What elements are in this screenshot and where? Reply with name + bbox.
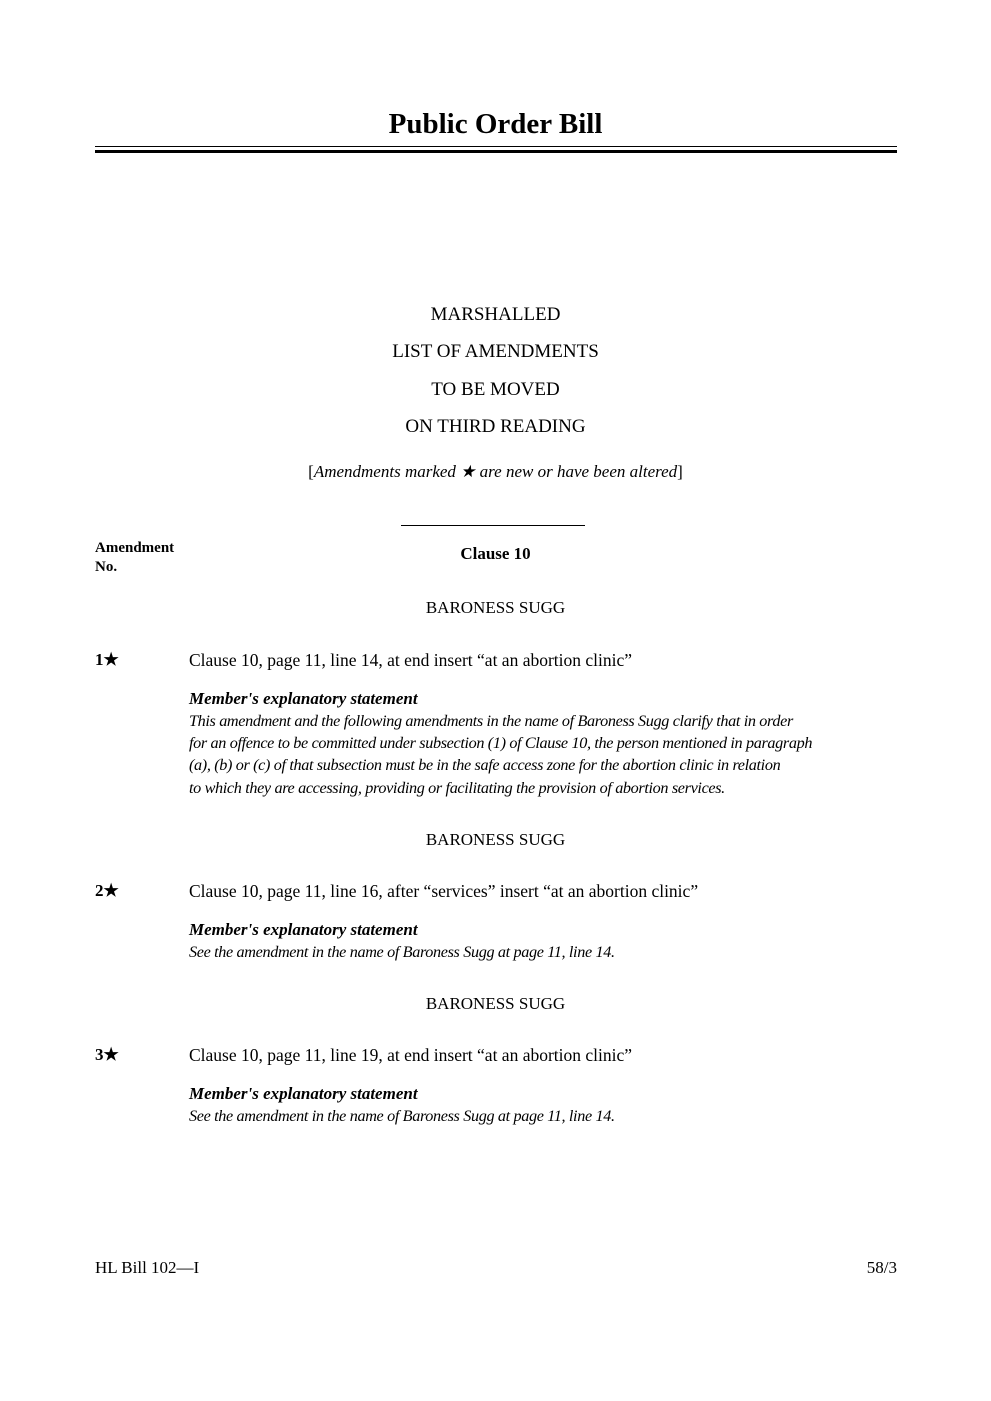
amendment-text: Clause 10, page 11, line 19, at end insert “at an abortion clinic” (189, 1045, 633, 1065)
section-divider (401, 525, 585, 526)
statement-line: (a), (b) or (c) of that subsection must be in the safe access zone for the abortion clinic in relation (189, 756, 781, 774)
statement-line: to which they are accessing, providing or facilitating the provision of abortion services. (189, 779, 725, 797)
amendment-number: 2★ (95, 881, 119, 900)
bill-reference: HL Bill 102—I (95, 1258, 200, 1277)
bracket: ] (677, 462, 683, 481)
statement-line: for an offence to be committed under subsection (1) of Clause 10, the person mentioned in paragraph (189, 734, 813, 752)
member-name: BARONESS SUGG (425, 994, 566, 1013)
clause-heading: Clause 10 (460, 544, 531, 563)
statement-line: See the amendment in the name of Baroness Sugg at page 11, line 14. (189, 1107, 615, 1125)
heading-line: MARSHALLED (430, 304, 561, 325)
label-line: Amendment (95, 540, 175, 556)
member-name: BARONESS SUGG (425, 830, 566, 849)
member-name: BARONESS SUGG (425, 598, 566, 617)
statement-title: Member's explanatory statement (189, 689, 418, 708)
title-rule-thin (95, 146, 897, 147)
label-line: No. (95, 559, 118, 575)
document-title: Public Order Bill (388, 108, 603, 140)
statement-title: Member's explanatory statement (189, 1084, 418, 1103)
amendments-note (0, 462, 991, 482)
amendment-number: 1★ (95, 650, 119, 669)
amendment-text: Clause 10, page 11, line 16, after “services” insert “at an abortion clinic” (189, 881, 699, 901)
amendment-number: 3★ (95, 1045, 119, 1064)
heading-line: ON THIRD READING (405, 416, 586, 437)
bracket: [ (308, 462, 314, 481)
statement-line: This amendment and the following amendments in the name of Baroness Sugg clarify that in order (189, 712, 793, 730)
statement-title: Member's explanatory statement (189, 920, 418, 939)
note-text: Amendments marked ★ are new or have been altered (313, 462, 678, 481)
page-reference: 58/3 (866, 1258, 897, 1277)
statement-line: See the amendment in the name of Baroness Sugg at page 11, line 14. (189, 943, 615, 961)
heading-line: LIST OF AMENDMENTS (392, 341, 599, 362)
heading-line: TO BE MOVED (431, 379, 560, 400)
amendment-text: Clause 10, page 11, line 14, at end insert “at an abortion clinic” (189, 650, 633, 670)
title-rule-thick (95, 150, 897, 153)
